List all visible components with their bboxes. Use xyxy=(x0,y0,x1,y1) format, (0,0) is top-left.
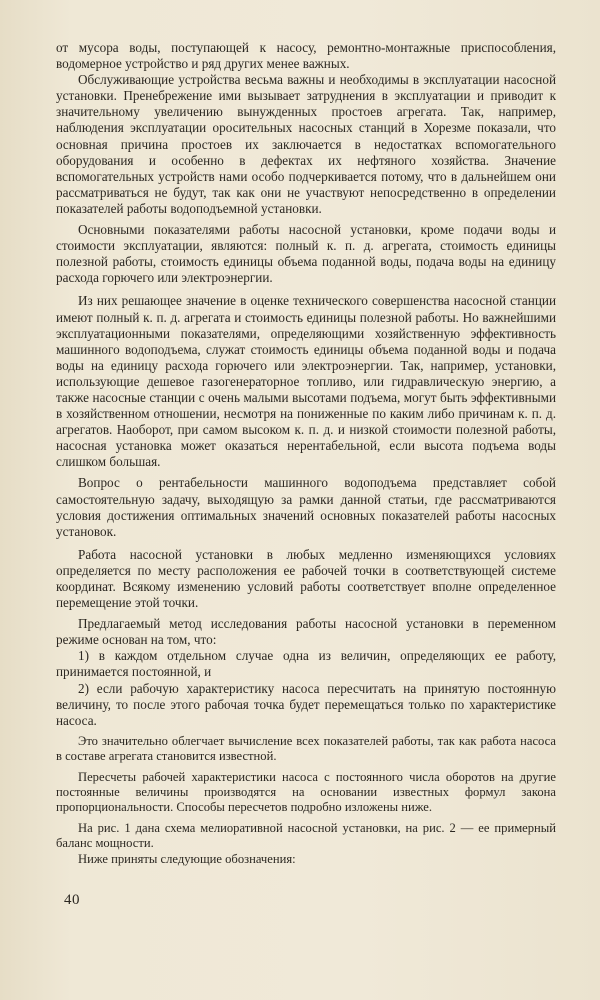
paragraph: На рис. 1 дана схема мелиоративной насосной установки, на рис. 2 — ее примерный баланс мощности. xyxy=(56,820,556,851)
paragraph: Это значительно облегчает вычисление всех показателей работы, так как работа насоса в составе агрегата становится известной. xyxy=(56,733,556,764)
list-item: 2) если рабочую характеристику насоса пересчитать на принятую постоянную величину, то после этого рабочая точка будет перемещаться только по характеристике насоса. xyxy=(56,680,556,728)
page-number: 40 xyxy=(64,892,80,908)
paragraph: Вопрос о рентабельности машинного водоподъема представляет собой самостоятельную задачу, выходящую за рамки данной статьи, где рассматриваются условия достижения оптимальных значений основных показателей работы насосных установок. xyxy=(56,475,556,539)
paragraph: Предлагаемый метод исследования работы насосной установки в переменном режиме основан на том, что: xyxy=(56,616,556,648)
paragraph: Пересчеты рабочей характеристики насоса с постоянного числа оборотов на другие постоянные величины производятся на основании известных формул закона пропорциональности. Способы пересчетов подробно изложены ниже. xyxy=(56,769,556,815)
paragraph: Обслуживающие устройства весьма важны и необходимы в эксплуатации насосной установки. Пренебрежение ими вызывает затруднения в эксплуатации и приводит к значительному увеличению вынужденных простоев агрегата. Так, например, наблюдения эксплуатации оросительных насосных станций в Хорезме показали, что основная причина простоев их заключается в недостатках вспомогательного оборудования и особенно в дефектах их нефтяного хозяйства. Значение вспомогательных устройств нами особо подчеркивается потому, что в дальнейшем они рассматриваться не будут, так как они не участвуют непосредственно в определении показателей работы водоподъемной установки. xyxy=(56,72,556,216)
paragraph: Ниже приняты следующие обозначения: xyxy=(78,851,296,866)
paragraph: Основными показателями работы насосной установки, кроме подачи воды и стоимости эксплуатации, являются: полный к. п. д. агрегата, стоимость единицы полезной работы, стоимость единицы объема поданной воды, подача воды на единицу расхода горючего или электроэнергии. xyxy=(56,222,556,286)
body-text xyxy=(56,40,556,867)
list-item: 1) в каждом отдельном случае одна из величин, определяющих ее работу, принимается постоянной, и xyxy=(56,648,556,680)
paragraph: от мусора воды, поступающей к насосу, ремонтно-монтажные приспособления, водомерное устройство и ряд других менее важных. xyxy=(56,40,556,72)
paragraph: Из них решающее значение в оценке технического совершенства насосной станции имеют полный к. п. д. агрегата и стоимость единицы полезной работы. Но важнейшими эксплуатационными показателями, определяющими хозяйственную эффективность машинного водоподъема, служат стоимость единицы объема поданной воды и подача воды на единицу расхода горючего или электроэнергии. Так, например, установки, использующие дешевое газогенераторное топливо, или гидравлическую энергию, а также насосные станции с очень малыми высотами подъема, могут быть эффективными в хозяйственном отношении, несмотря на пониженные по каким либо причинам к. п. д. агрегатов. Наоборот, при самом высоком к. п. д. и низкой стоимости полезной работы, насосная установка может оказаться нерентабельной, если высота подъема воды слишком большая. xyxy=(56,293,556,470)
paragraph: Работа насосной установки в любых медленно изменяющихся условиях определяется по месту расположения ее рабочей точки в соответствующей системе координат. Всякому изменению условий работы соответствует вполне определенное перемещение этой точки. xyxy=(56,546,556,611)
